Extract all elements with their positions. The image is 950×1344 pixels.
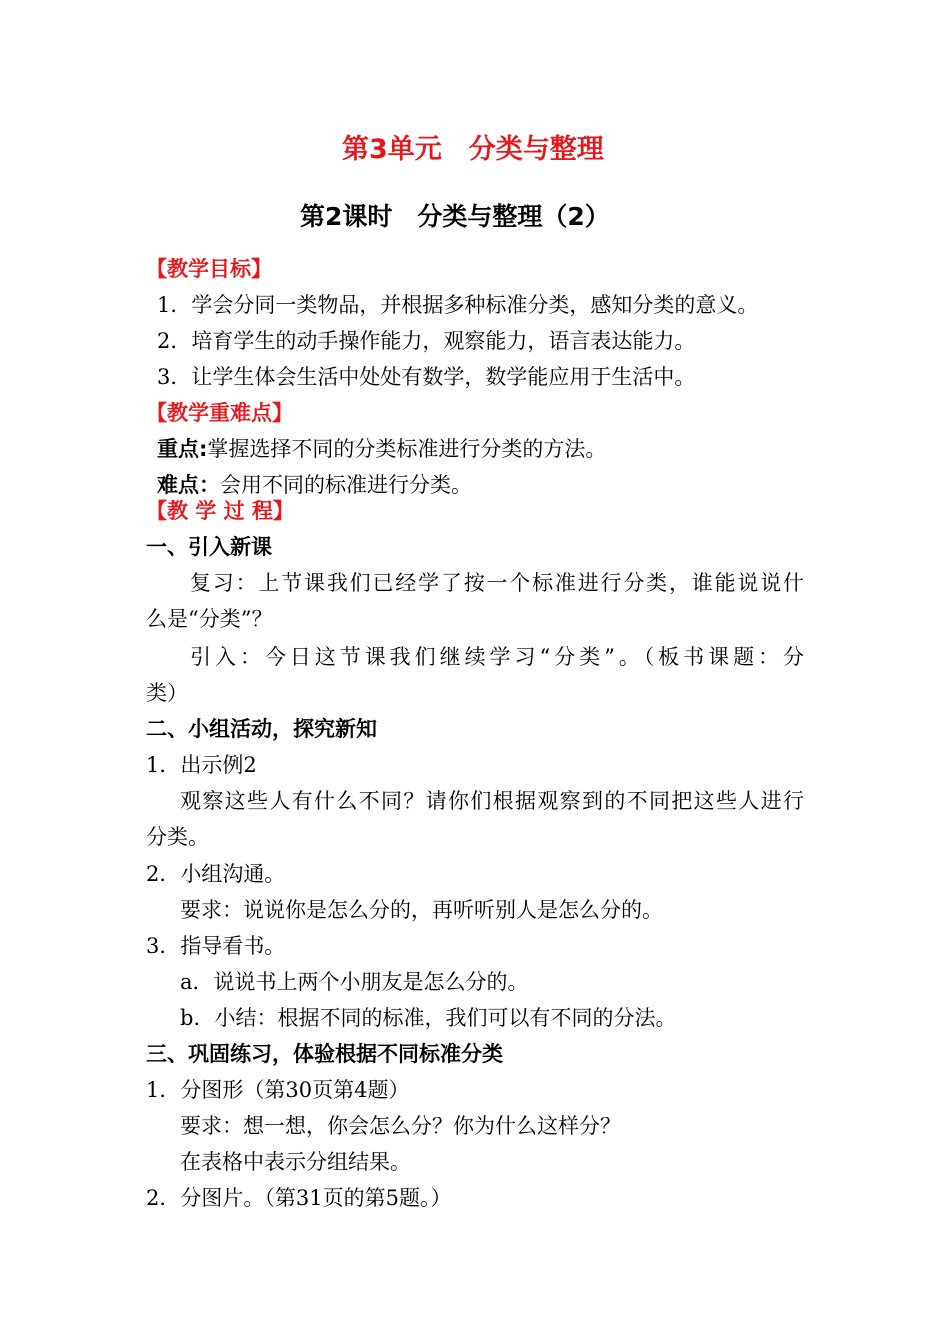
objective-item: 2．培育学生的动手操作能力，观察能力，语言表达能力。 [157, 329, 696, 353]
key-points-heading: 【教学重难点】 [146, 401, 293, 425]
lesson-title: 第2课时 分类与整理（2） [300, 202, 610, 231]
observe-text-line2: 分类。 [146, 825, 209, 849]
review-text-line1: 复习：上节课我们已经学了按一个标准进行分类，谁能说说什 [190, 571, 804, 595]
process-heading: 【教 学 过 程】 [146, 499, 294, 523]
review-text-line2: 么是“分类”？ [146, 607, 273, 631]
objective-item: 1．学会分同一类物品，并根据多种标准分类，感知分类的意义。 [157, 293, 759, 317]
part2-item: 2．小组沟通。 [146, 862, 286, 886]
part2-title: 二、小组活动，探究新知 [146, 717, 377, 741]
difficulty-text: 会用不同的标准进行分类。 [220, 473, 472, 497]
part3-table-note: 在表格中表示分组结果。 [180, 1150, 411, 1174]
part3-item: 1．分图形（第30页第4题） [146, 1078, 410, 1102]
difficulty-line [157, 471, 472, 499]
part2-item: 1．出示例2 [146, 753, 257, 777]
objectives-heading: 【教学目标】 [146, 257, 272, 281]
focus-label: 重点: [157, 437, 208, 461]
focus-text: 掌握选择不同的分类标准进行分类的方法。 [207, 437, 607, 461]
part1-title: 一、引入新课 [146, 535, 272, 559]
observe-text-line1: 观察这些人有什么不同？请你们根据观察到的不同把这些人进行 [180, 789, 804, 813]
part3-title: 三、巩固练习，体验根据不同标准分类 [146, 1042, 503, 1066]
focus-line [157, 435, 606, 463]
part2-item: 3．指导看书。 [146, 934, 286, 958]
objective-item: 3．让学生体会生活中处处有数学，数学能应用于生活中。 [157, 365, 696, 389]
intro-text-line1: 引入：今日这节课我们继续学习“分类”。（板书课题：分 [190, 645, 804, 669]
part3-requirement: 要求：想一想，你会怎么分？你为什么这样分？ [180, 1114, 621, 1138]
sub-item-a: a．说说书上两个小朋友是怎么分的。 [180, 970, 529, 994]
difficulty-label: 难点： [157, 473, 220, 497]
intro-text-line2: 类） [146, 681, 188, 705]
unit-title: 第3单元 分类与整理 [342, 134, 604, 165]
requirement-text: 要求：说说你是怎么分的，再听听别人是怎么分的。 [180, 898, 663, 922]
sub-item-b: b．小结：根据不同的标准，我们可以有不同的分法。 [180, 1006, 677, 1030]
part3-item: 2．分图片。（第31页的第5题。） [146, 1186, 452, 1210]
